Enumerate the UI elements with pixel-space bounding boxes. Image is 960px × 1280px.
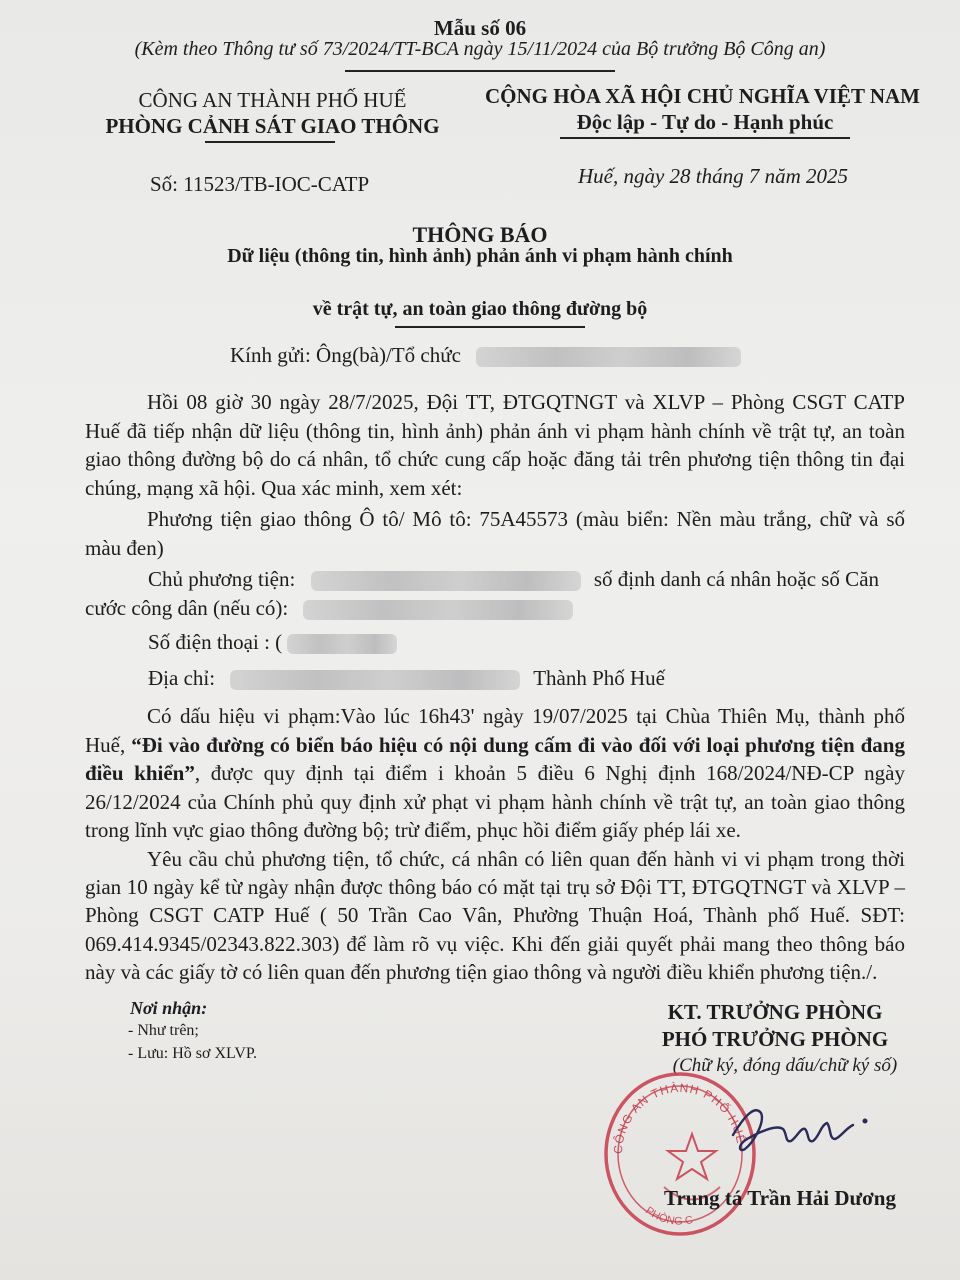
redacted-address bbox=[230, 670, 520, 690]
id-line bbox=[85, 596, 573, 621]
recipient-line bbox=[230, 343, 741, 368]
phone-line bbox=[148, 630, 397, 655]
address-city: Thành Phố Huế bbox=[533, 666, 666, 690]
id-label: số định danh cá nhân hoặc số Căn bbox=[593, 567, 880, 591]
request-paragraph: Yêu cầu chủ phương tiện, tổ chức, cá nhân có liên quan đến hành vi vi phạm trong thời gian 10 ngày kể từ ngày nhận được thông báo có mặt tại trụ sở Đội TT, ĐTGQTNGT và XLVP – Phòng CSGT CATP Huế ( 50 Trần Cao Vân, Phường Thuận Hoá, Thành phố Huế. SĐT: 069.414.9345/02343.822.303) để làm rõ vụ việc. Khi đến giải quyết phải mang theo thông báo này và các giấy tờ có liên quan đến phương tiện giao thông và người điều khiển phương tiện./. bbox=[85, 847, 905, 984]
violation-description: “Đi vào đường có biển báo hiệu có nội dung cấm đi vào đối với loại phương tiện đang điều khiển” bbox=[85, 732, 905, 786]
title-underline bbox=[395, 326, 585, 328]
redacted-recipient bbox=[476, 347, 741, 367]
national-title: CỘNG HÒA XÃ HỘI CHỦ NGHĨA VIỆT NAM bbox=[484, 84, 921, 108]
intro-paragraph: Hồi 08 giờ 30 ngày 28/7/2025, Đội TT, ĐTGQTNGT và XLVP – Phòng CSGT CATP Huế đã tiếp nhận dữ liệu (thông tin, hình ảnh) phản ánh vi phạm hành chính về trật tự, an toàn giao thông đường bộ do cá nhân, tổ chức cung cấp hoặc đăng tải trên phương tiện thông tin đại chúng, mạng xã hội. Qua xác minh, xem xét: bbox=[85, 390, 905, 500]
agency-name: PHÒNG CẢNH SÁT GIAO THÔNG bbox=[105, 114, 440, 138]
violation-lead: Có dấu hiệu vi phạm:Vào lúc 16h43' ngày 19/07/2025 tại Chùa Thiên Mụ, thành phố Huế, bbox=[85, 704, 905, 757]
redacted-phone bbox=[287, 634, 397, 654]
stamp-text: CÔNG AN THÀNH PHỐ HUẾ bbox=[610, 1080, 749, 1155]
violation-legal-basis: , được quy định tại điểm i khoản 5 điều 6 Nghị định 168/2024/NĐ-CP ngày 26/12/2024 của Chính phủ quy định xử phạt vi phạm hành chính về trật tự, an toàn giao thông trong lĩnh vực giao thông đường bộ; trừ điểm, phục hồi điểm giấy phép lái xe. bbox=[85, 761, 905, 843]
signer-name: Trung tá Trần Hải Dương bbox=[664, 1186, 896, 1210]
recipient-item-2: - Lưu: Hồ sơ XLVP. bbox=[128, 1045, 257, 1062]
notice-subtitle-2: về trật tự, an toàn giao thông đường bộ bbox=[312, 298, 648, 320]
owner-line bbox=[148, 567, 879, 592]
divider-line bbox=[345, 70, 615, 72]
notice-subtitle-1: Dữ liệu (thông tin, hình ảnh) phản ánh vi phạm hành chính bbox=[227, 245, 733, 267]
document-number: Số: 11523/TB-IOC-CATP bbox=[150, 172, 370, 196]
signature-note: (Chữ ký, đóng dấu/chữ ký số) bbox=[672, 1055, 898, 1076]
redacted-owner bbox=[311, 571, 581, 591]
redacted-id bbox=[303, 600, 573, 620]
form-reference: (Kèm theo Thông tư số 73/2024/TT-BCA ngày 15/11/2024 của Bộ trưởng Bộ Công an) bbox=[134, 38, 826, 60]
violation-paragraph bbox=[85, 702, 905, 845]
phone-label: Số điện thoại : ( bbox=[148, 630, 283, 654]
form-number: Mẫu số 06 bbox=[433, 16, 527, 40]
recipients-title: Nơi nhận: bbox=[130, 998, 208, 1018]
agency-underline bbox=[205, 141, 335, 143]
stamp-bottom-text: PHÒNG C bbox=[643, 1204, 694, 1228]
address-line bbox=[148, 666, 665, 691]
motto-underline bbox=[560, 137, 850, 139]
national-motto: Độc lập - Tự do - Hạnh phúc bbox=[576, 110, 834, 134]
signer-role-1: KT. TRƯỞNG PHÒNG bbox=[667, 1000, 883, 1024]
signer-role-2: PHÓ TRƯỞNG PHÒNG bbox=[661, 1027, 889, 1051]
place-date: Huế, ngày 28 tháng 7 năm 2025 bbox=[578, 164, 849, 188]
vehicle-paragraph: Phương tiện giao thông Ô tô/ Mô tô: 75A45573 (màu biển: Nền màu trắng, chữ và số màu đen) bbox=[85, 507, 905, 560]
recipient-label: Kính gửi: Ông(bà)/Tổ chức bbox=[230, 343, 461, 367]
agency-parent: CÔNG AN THÀNH PHỐ HUẾ bbox=[138, 88, 407, 112]
address-label: Địa chỉ: bbox=[148, 666, 216, 690]
handwritten-signature bbox=[725, 1095, 875, 1165]
id-label-cont: cước công dân (nếu có): bbox=[85, 596, 289, 620]
notice-title: THÔNG BÁO bbox=[412, 222, 548, 247]
owner-label: Chủ phương tiện: bbox=[148, 567, 296, 591]
recipient-item-1: - Như trên; bbox=[128, 1022, 199, 1039]
